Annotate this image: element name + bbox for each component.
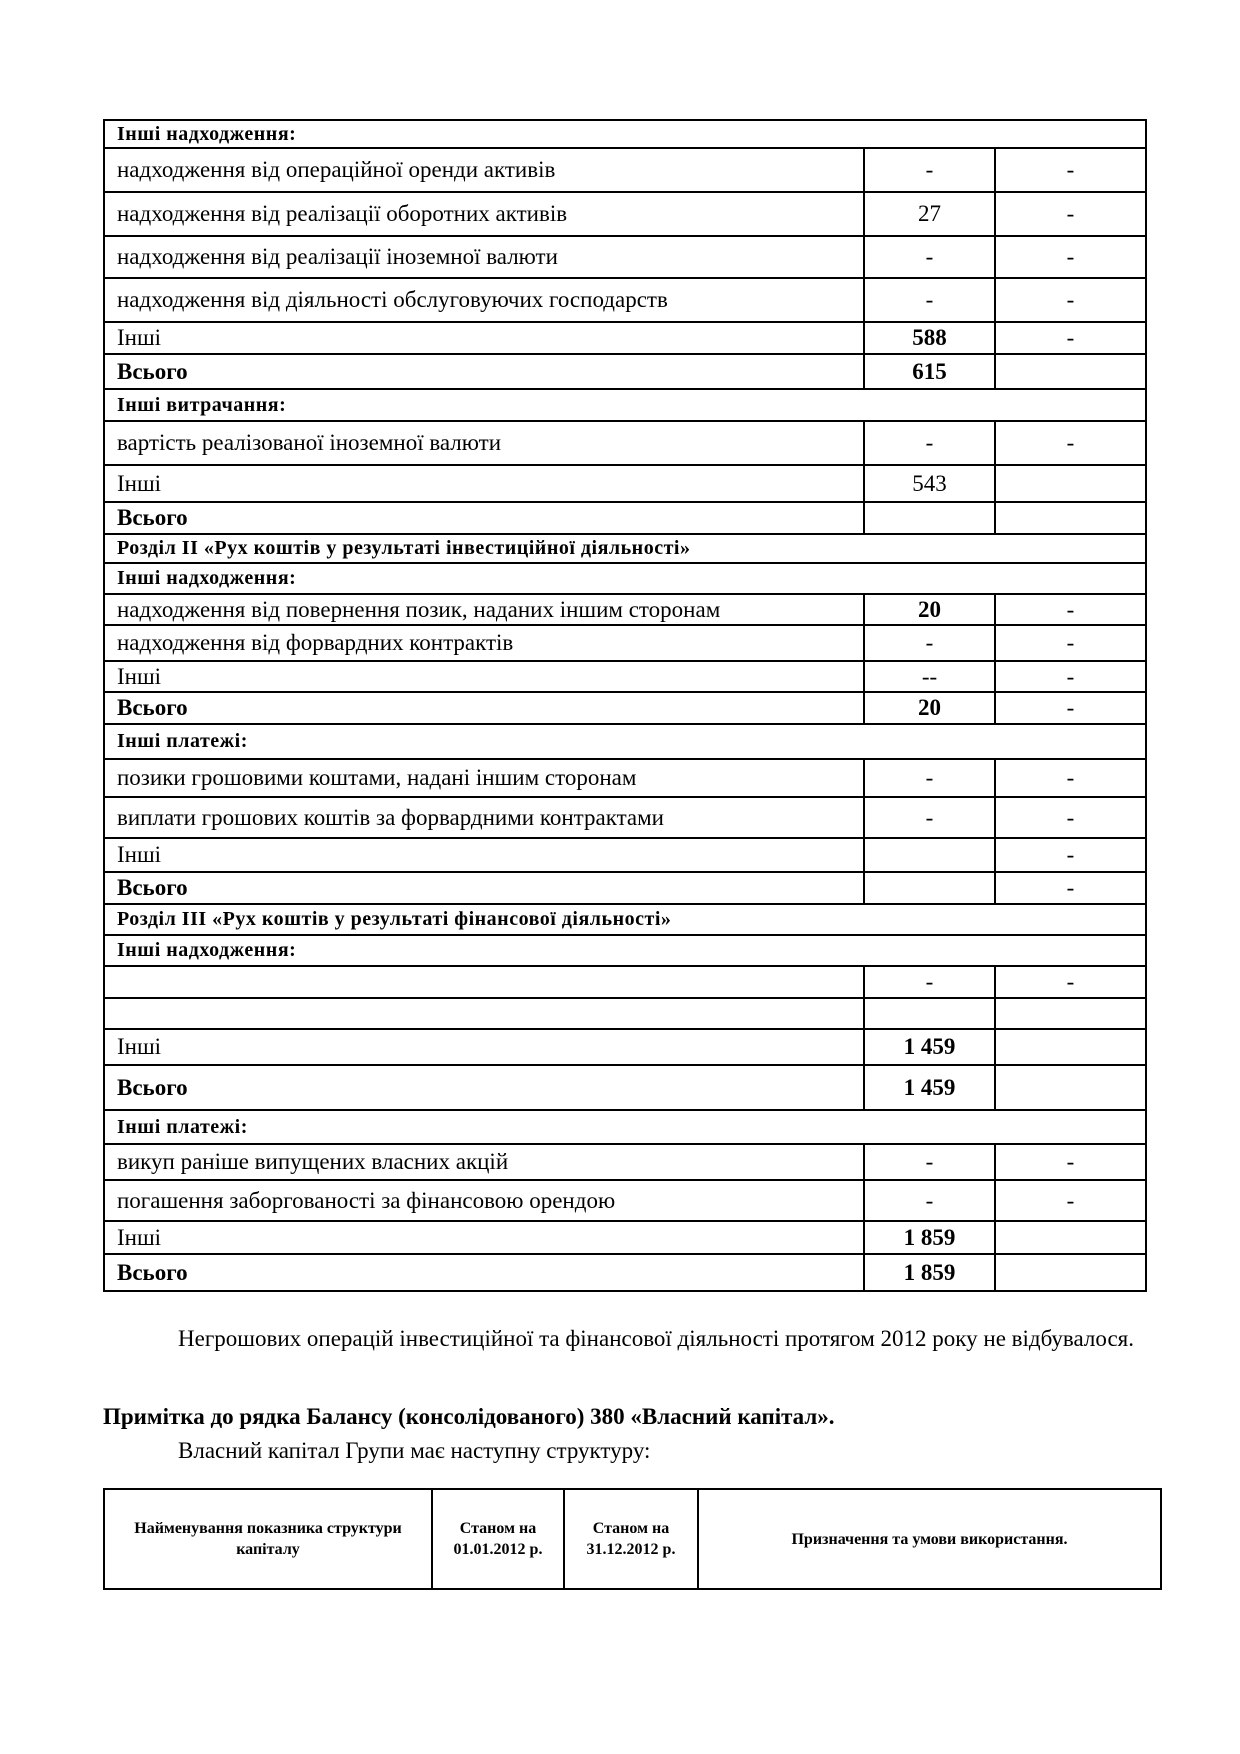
row-label: Інші [104, 1221, 864, 1254]
value-2011: - [995, 872, 1146, 904]
value-2011: - [995, 421, 1146, 465]
table-row [104, 1144, 1146, 1180]
value-2012 [864, 998, 995, 1029]
section-header-label: Розділ III «Рух коштів у результаті фінансової діяльності» [104, 904, 1146, 935]
value-2012: - [864, 625, 995, 661]
row-label: викуп раніше випущених власних акцій [104, 1144, 864, 1180]
table-row [104, 465, 1146, 502]
col-as-of-end: Станом на 31.12.2012 р. [564, 1489, 698, 1589]
value-2012: - [864, 966, 995, 998]
value-2011: - [995, 692, 1146, 724]
value-2012: 1 459 [864, 1029, 995, 1065]
value-2011: - [995, 838, 1146, 872]
value-2012 [864, 872, 995, 904]
row-label: надходження від повернення позик, наданих іншим сторонам [104, 594, 864, 625]
row-label: позики грошовими коштами, надані іншим сторонам [104, 759, 864, 797]
value-2011 [995, 502, 1146, 534]
value-2012 [864, 838, 995, 872]
section-header-row [104, 120, 1146, 148]
value-2012: 27 [864, 192, 995, 236]
value-2011: - [995, 966, 1146, 998]
value-2011: - [995, 1144, 1146, 1180]
value-2011: - [995, 759, 1146, 797]
total-row [104, 692, 1146, 724]
table-row [104, 998, 1146, 1029]
value-2012: 615 [864, 354, 995, 389]
value-2012: 1 859 [864, 1254, 995, 1291]
equity-intro: Власний капітал Групи має наступну структуру: [178, 1438, 651, 1463]
section-header-row [104, 904, 1146, 935]
value-2011: - [995, 1180, 1146, 1221]
value-2011: - [995, 192, 1146, 236]
value-2012: -- [864, 661, 995, 692]
table-row [104, 322, 1146, 354]
value-2011: - [995, 661, 1146, 692]
row-label [104, 998, 864, 1029]
value-2011: - [995, 322, 1146, 354]
table-row [104, 838, 1146, 872]
row-label: Інші [104, 322, 864, 354]
row-label: Всього [104, 872, 864, 904]
value-2011 [995, 1029, 1146, 1065]
table-row [104, 278, 1146, 322]
section-header-label: Інші витрачання: [104, 389, 1146, 421]
value-2012: - [864, 797, 995, 838]
row-label: Інші [104, 838, 864, 872]
row-label: Всього [104, 692, 864, 724]
total-row [104, 1254, 1146, 1291]
table-row [104, 192, 1146, 236]
value-2012 [864, 502, 995, 534]
row-label: Всього [104, 502, 864, 534]
value-2012: - [864, 421, 995, 465]
value-2012: - [864, 236, 995, 278]
row-label: вартість реалізованої іноземної валюти [104, 421, 864, 465]
col-indicator-name: Найменування показника структури капіталу [104, 1489, 432, 1589]
table-row [104, 421, 1146, 465]
value-2011 [995, 1221, 1146, 1254]
value-2012: - [864, 759, 995, 797]
value-2011: - [995, 625, 1146, 661]
value-2011 [995, 1254, 1146, 1291]
section-header-label: Інші платежі: [104, 1110, 1146, 1144]
value-2011: - [995, 797, 1146, 838]
section-header-label: Інші надходження: [104, 120, 1146, 148]
row-label: погашення заборгованості за фінансовою орендою [104, 1180, 864, 1221]
value-2012: 20 [864, 692, 995, 724]
section-header-row [104, 935, 1146, 966]
row-label: надходження від реалізації оборотних активів [104, 192, 864, 236]
section-header-label: Розділ II «Рух коштів у результаті інвестиційної діяльності» [104, 534, 1146, 563]
section-header-row [104, 724, 1146, 759]
section-header-label: Інші платежі: [104, 724, 1146, 759]
row-label: надходження від діяльності обслуговуючих господарств [104, 278, 864, 322]
value-2011 [995, 1065, 1146, 1110]
row-label: надходження від реалізації іноземної валюти [104, 236, 864, 278]
value-2012: 1 459 [864, 1065, 995, 1110]
total-row [104, 872, 1146, 904]
value-2012: 588 [864, 322, 995, 354]
row-label: Всього [104, 1254, 864, 1291]
value-2011 [995, 465, 1146, 502]
section-header-row [104, 1110, 1146, 1144]
value-2011: - [995, 148, 1146, 192]
table-row [104, 966, 1146, 998]
value-2012: - [864, 1180, 995, 1221]
value-2012: - [864, 278, 995, 322]
col-as-of-start: Станом на 01.01.2012 р. [432, 1489, 564, 1589]
total-row [104, 502, 1146, 534]
value-2011: - [995, 236, 1146, 278]
row-label: Інші [104, 1029, 864, 1065]
value-2012: - [864, 1144, 995, 1180]
table-row [104, 1221, 1146, 1254]
value-2012: 543 [864, 465, 995, 502]
row-label: надходження від операційної оренди активів [104, 148, 864, 192]
value-2012: 20 [864, 594, 995, 625]
section-header-label: Інші надходження: [104, 563, 1146, 594]
row-label [104, 966, 864, 998]
table-row [104, 1180, 1146, 1221]
value-2012: - [864, 148, 995, 192]
equity-structure-table [103, 1488, 1162, 1590]
value-2011: - [995, 278, 1146, 322]
row-label: виплати грошових коштів за форвардними контрактами [104, 797, 864, 838]
cash-flow-table [103, 119, 1147, 1292]
row-label: надходження від форвардних контрактів [104, 625, 864, 661]
equity-table-header-row [104, 1489, 1161, 1589]
row-label: Всього [104, 1065, 864, 1110]
col-purpose: Призначення та умови використання. [698, 1489, 1161, 1589]
table-row [104, 148, 1146, 192]
row-label: Інші [104, 661, 864, 692]
value-2011 [995, 998, 1146, 1029]
table-row [104, 661, 1146, 692]
row-label: Всього [104, 354, 864, 389]
noncash-paragraph: Негрошових операцій інвестиційної та фінансової діяльності протягом 2012 року не відбувалося. [178, 1326, 1134, 1351]
table-row [104, 1029, 1146, 1065]
table-row [104, 594, 1146, 625]
section-header-row [104, 389, 1146, 421]
row-label: Інші [104, 465, 864, 502]
table-row [104, 625, 1146, 661]
value-2012: 1 859 [864, 1221, 995, 1254]
table-row [104, 759, 1146, 797]
section-header-label: Інші надходження: [104, 935, 1146, 966]
total-row [104, 1065, 1146, 1110]
total-row [104, 354, 1146, 389]
section-header-row [104, 534, 1146, 563]
table-row [104, 236, 1146, 278]
section-header-row [104, 563, 1146, 594]
value-2011: - [995, 594, 1146, 625]
table-row [104, 797, 1146, 838]
equity-note-heading: Примітка до рядка Балансу (консолідованого) 380 «Власний капітал». [103, 1404, 835, 1429]
value-2011 [995, 354, 1146, 389]
